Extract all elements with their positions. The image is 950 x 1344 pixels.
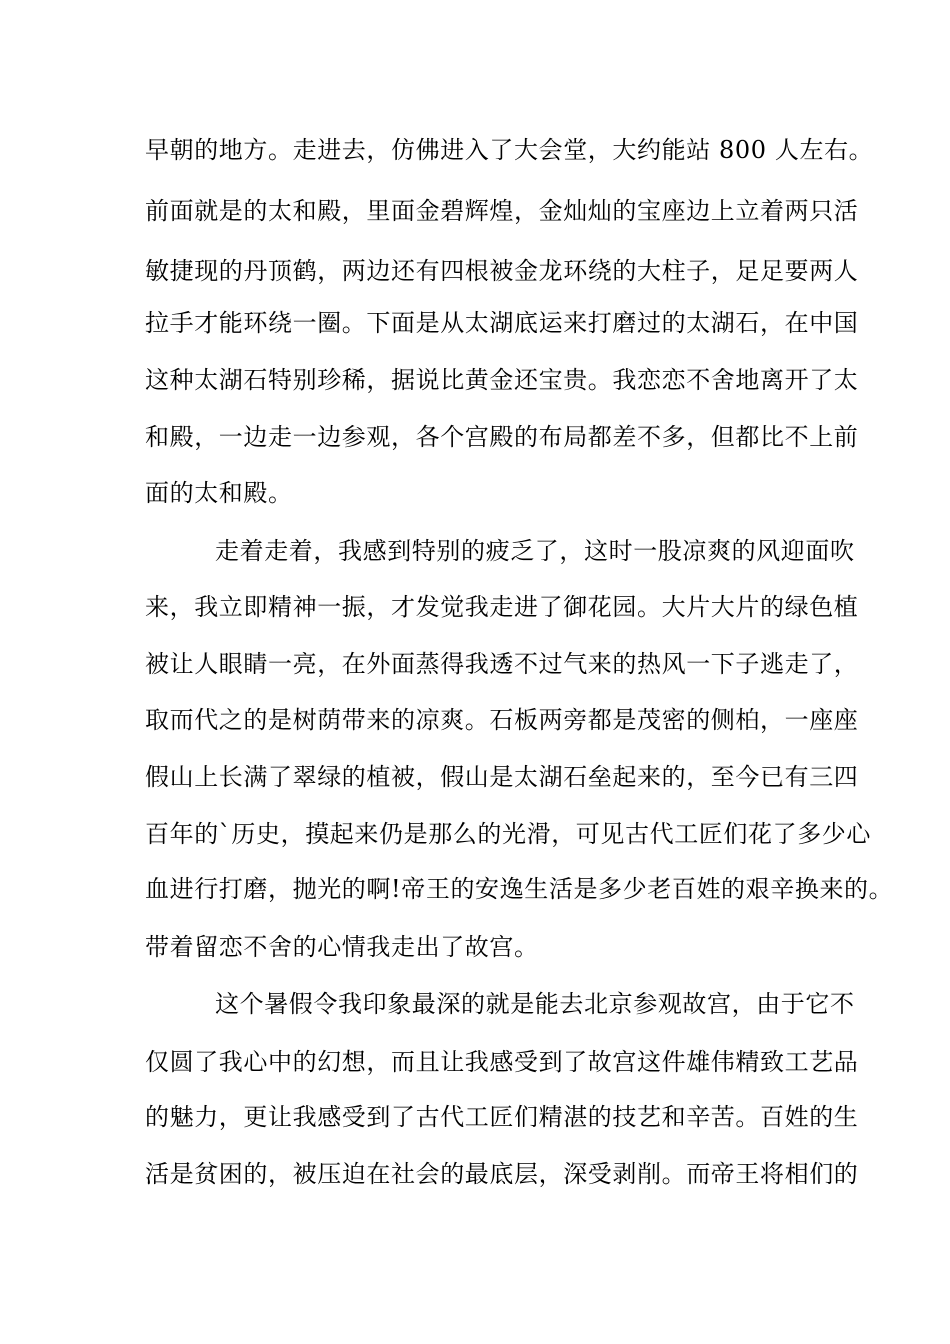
text-line: 带着留恋不舍的心情我走出了故宫。 <box>145 933 539 961</box>
text-line: 取而代之的是树荫带来的凉爽。石板两旁都是茂密的侧柏，一座座 <box>145 706 859 734</box>
text-line: 面的太和殿。 <box>145 479 293 507</box>
text-line: 假山上长满了翠绿的植被，假山是太湖石垒起来的，至今已有三四 <box>145 763 859 791</box>
text-line: 拉手才能环绕一圈。下面是从太湖底运来打磨过的太湖石，在中国 <box>145 309 859 337</box>
text-line: 仅圆了我心中的幻想，而且让我感受到了故宫这件雄伟精致工艺品 <box>145 1048 859 1076</box>
text-line: 早朝的地方。走进去，仿佛进入了大会堂，大约能站 800 人左右。 <box>145 136 874 164</box>
text-line: 敏捷现的丹顶鹤，两边还有四根被金龙环绕的大柱子，足足要两人 <box>145 257 859 285</box>
text-line: 血进行打磨，抛光的啊!帝王的安逸生活是多少老百姓的艰辛换来的。 <box>145 875 894 903</box>
text-line: 这种太湖石特别珍稀，据说比黄金还宝贵。我恋恋不舍地离开了太 <box>145 366 859 394</box>
text-line: 活是贫困的，被压迫在社会的最底层，深受剥削。而帝王将相们的 <box>145 1160 859 1188</box>
text-line: 前面就是的太和殿，里面金碧辉煌，金灿灿的宝座边上立着两只活 <box>145 197 859 225</box>
text-line: 和殿，一边走一边参观，各个宫殿的布局都差不多，但都比不上前 <box>145 423 859 451</box>
text-line: 来，我立即精神一振，才发觉我走进了御花园。大片大片的绿色植 <box>145 593 859 621</box>
text-line: 被让人眼睛一亮，在外面蒸得我透不过气来的热风一下子逃走了， <box>145 650 859 678</box>
paragraph-first-line: 这个暑假令我印象最深的就是能去北京参观故宫，由于它不 <box>215 990 855 1018</box>
text-line: 百年的`历史，摸起来仍是那么的光滑，可见古代工匠们花了多少心 <box>145 820 871 848</box>
text-line: 的魅力，更让我感受到了古代工匠们精湛的技艺和辛苦。百姓的生 <box>145 1103 859 1131</box>
paragraph-first-line: 走着走着，我感到特别的疲乏了，这时一股凉爽的风迎面吹 <box>215 537 855 565</box>
